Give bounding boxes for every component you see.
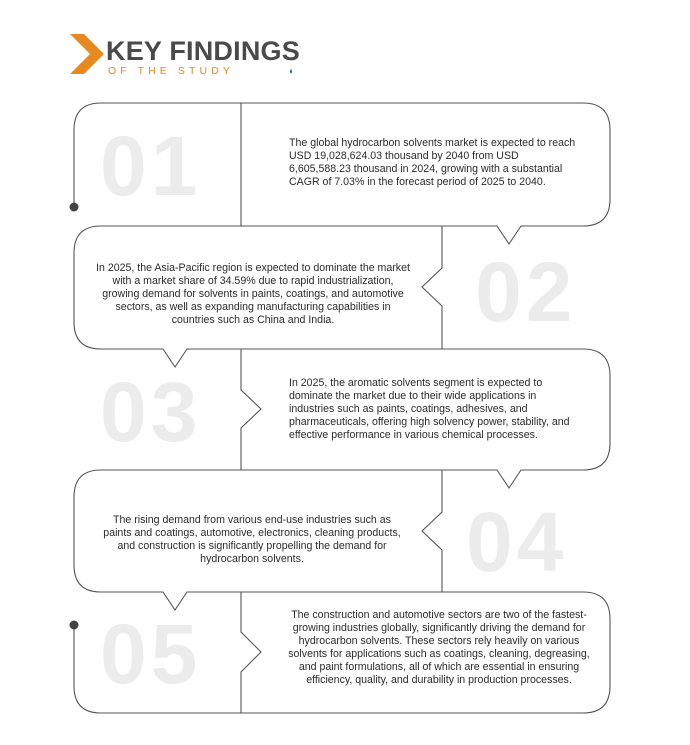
finding-text-05: The construction and automotive sectors are two of the fastest-growing industries globally, significantly driving the demand for hydrocarbon solvents. These sectors rely heavily on various solvents for applications such as coatings, cleaning, degreasing, and paint formulations, all of which are essential in ensuring efficiency, quality, and durability in production processes. xyxy=(288,609,590,686)
finding-number-02: 02 xyxy=(475,245,577,339)
crescent-icon: ◖ xyxy=(288,66,294,76)
finding-text-01: The global hydrocarbon solvents market is expected to reach USD 19,028,624.03 thousand by 2040 from USD 6,605,588.23 thousand in 2024, growing with a substantial CAGR of 7.03% in the forecast period of 2025 to 2040. xyxy=(289,137,576,188)
page-subtitle: OF THE STUDY xyxy=(108,65,235,77)
bullet-dot xyxy=(70,203,79,212)
finding-text-04: The rising demand from various end-use industries such as paints and coatings, automotive, electronics, cleaning products, and construction is significantly propelling the demand for hydrocarbon solvents. xyxy=(103,514,401,565)
finding-number-01: 01 xyxy=(100,119,202,213)
page-title: KEY FINDINGS xyxy=(106,36,300,66)
finding-text-02: In 2025, the Asia-Pacific region is expected to dominate the market with a market share of 34.59% due to rapid industrialization, growing demand for solvents in paints, coatings, and automotive sectors, as well as expanding manufacturing capabilities in countries such as China and India. xyxy=(96,262,410,326)
finding-number-04: 04 xyxy=(466,495,568,589)
finding-number-05: 05 xyxy=(100,607,202,701)
bullet-dot xyxy=(70,621,79,630)
finding-text-03: In 2025, the aromatic solvents segment is expected to dominate the market due to their wide applications in industries such as paints, coatings, adhesives, and pharmaceuticals, offering high solvency power, stability, and effective performance in various chemical processes. xyxy=(289,377,570,441)
finding-number-03: 03 xyxy=(100,365,202,459)
